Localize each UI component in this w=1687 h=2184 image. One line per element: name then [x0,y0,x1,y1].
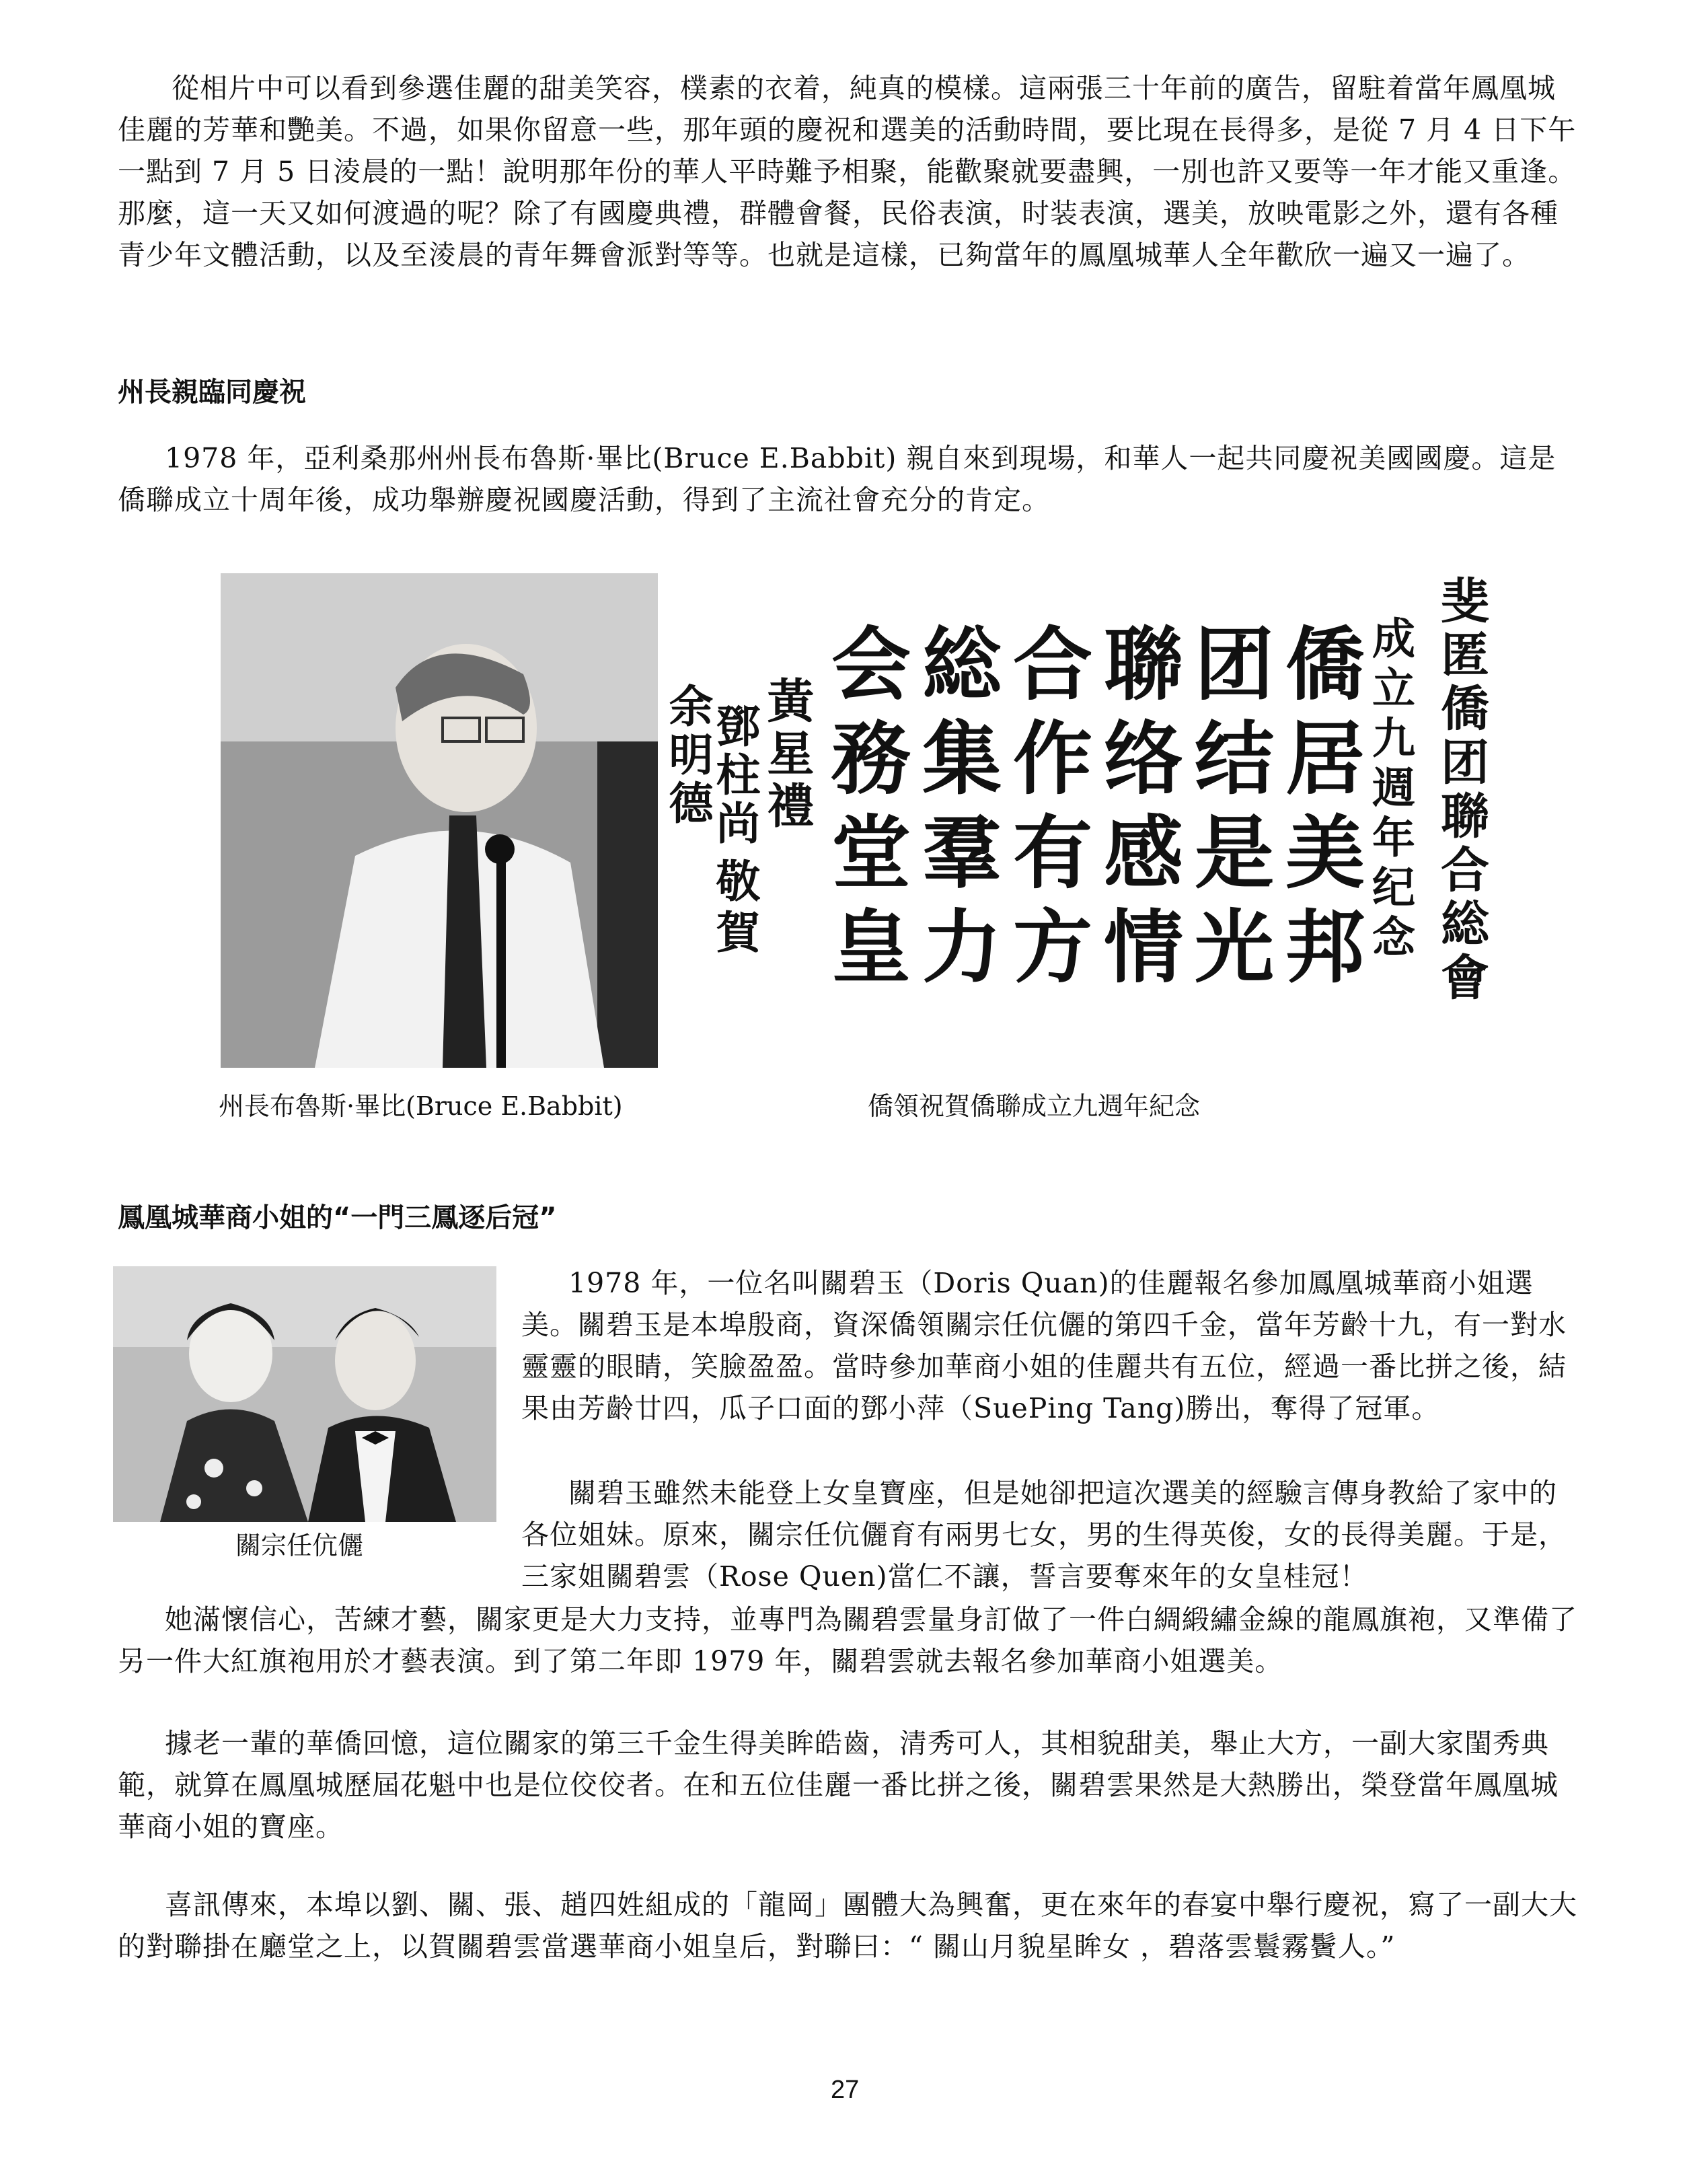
calligraphy-signer-1: 黃星禮 [759,676,815,834]
couple-photo [113,1266,496,1522]
calligraphy-caption: 僑領祝賀僑聯成立九週年紀念 [868,1091,1201,1121]
governor-paragraph: 1978 年，亞利桑那州州長布魯斯·畢比(Bruce E.Babbit) 親自來到現場，和華人一起共同慶祝美國國慶。這是僑聯成立十周年後，成功舉辦慶祝國慶活動，得到了主流社會充分的肯定。 [118,442,1557,516]
calligraphy-poem-line-1: 僑居美邦 [1272,622,1365,999]
calligraphy-poem-line-5: 総集羣力 [909,622,1002,999]
calligraphy-signer-3: 余明德 [661,683,714,828]
miss-paragraph-3: 她滿懷信心，苦練才藝，關家更是大力支持，並專門為關碧雲量身訂做了一件白綢緞繡金線的龍鳳旗袍，又準備了另一件大紅旗袍用於才藝表演。到了第二年即 1979 年，關碧雲就去報名參加華商小姐選美。 [118,1603,1577,1677]
page-number: 27 [831,2076,860,2104]
calligraphy-artwork [661,562,1500,1073]
calligraphy-subtitle-column: 成立九週年纪念 [1365,616,1415,964]
calligraphy-title-column: 斐匿僑团聯合総會 [1433,575,1490,1006]
miss-paragraph-2: 關碧玉雖然未能登上女皇寶座，但是她卻把這次選美的經驗言傳身教給了家中的各位姐妹。原來，關宗任伉儷育有兩男七女，男的生得英俊，女的長得美麗。于是，三家姐關碧雲（Rose Quen)當仁不讓，誓言要奪來年的女皇桂冠！ [521,1477,1567,1593]
intro-paragraph: 從相片中可以看到參選佳麗的甜美笑容，樸素的衣着，純真的模樣。這兩張三十年前的廣告，留駐着當年鳳凰城佳麗的芳華和艷美。不過，如果你留意一些，那年頭的慶祝和選美的活動時間，要比現在長得多，是從 7 月 4 日下午一點到 7 月 5 日淩晨的一點！說明那年份的華人平時難予相聚，能歡聚就要盡興，一別也許又要等一年才能又重逢。那麼，這一天又如何渡過的呢？除了有國慶典禮，群體會餐，民俗表演，时装表演，選美，放映電影之外，還有各種青少年文體活動，以及至淩晨的青年舞會派對等等。也就是這樣，已夠當年的鳳凰城華人全年歡欣一遍又一遍了。 [118,72,1577,271]
calligraphy-poem-line-2: 团结是光 [1181,622,1275,999]
miss-paragraph-5: 喜訊傳來，本埠以劉、關、張、趙四姓組成的「龍岡」團體大為興奮，更在來年的春宴中舉行慶祝，寫了一副大大的對聯掛在廳堂之上，以賀關碧雲當選華商小姐皇后，對聯曰：“ 關山月貌星眸女 ，碧落雲鬟霧鬢人。” [118,1889,1577,1963]
calligraphy-poem-line-3: 聯络感情 [1090,622,1184,999]
miss-paragraph-1: 1978 年，一位名叫關碧玉（Doris Quan)的佳麗報名參加鳳凰城華商小姐選美。關碧玉是本埠殷商，資深僑領關宗任伉儷的第四千金，當年芳齡十九，有一對水靈靈的眼睛，笑臉盈盈。當時參加華商小姐的佳麗共有五位，經過一番比拼之後，結果由芳齡廿四，瓜子口面的鄧小萍（SuePing Tang)勝出，奪得了冠軍。 [521,1267,1567,1424]
governor-photo [221,573,658,1068]
calligraphy-signer-2: 鄧柱尚 [708,703,761,848]
calligraphy-poem-line-6: 会務堂皇 [818,622,911,999]
calligraphy-signoff: 敬賀 [708,858,761,960]
section-heading-governor: 州長親臨同慶祝 [118,377,306,408]
section-heading-miss-chinese: 鳳凰城華商小姐的“一門三鳳逐后冠” [118,1202,557,1233]
couple-photo-caption: 關宗任伉儷 [235,1531,364,1560]
miss-paragraph-4: 據老一輩的華僑回憶，這位關家的第三千金生得美眸皓齒，清秀可人，其相貌甜美，舉止大方，一副大家閨秀典範，就算在鳳凰城歷屆花魁中也是位佼佼者。在和五位佳麗一番比拼之後，關碧雲果然是大熱勝出，榮登當年鳳凰城華商小姐的寶座。 [118,1727,1559,1843]
governor-photo-caption: 州長布魯斯·畢比(Bruce E.Babbit) [219,1091,623,1121]
calligraphy-poem-line-4: 合作有方 [1000,622,1093,999]
